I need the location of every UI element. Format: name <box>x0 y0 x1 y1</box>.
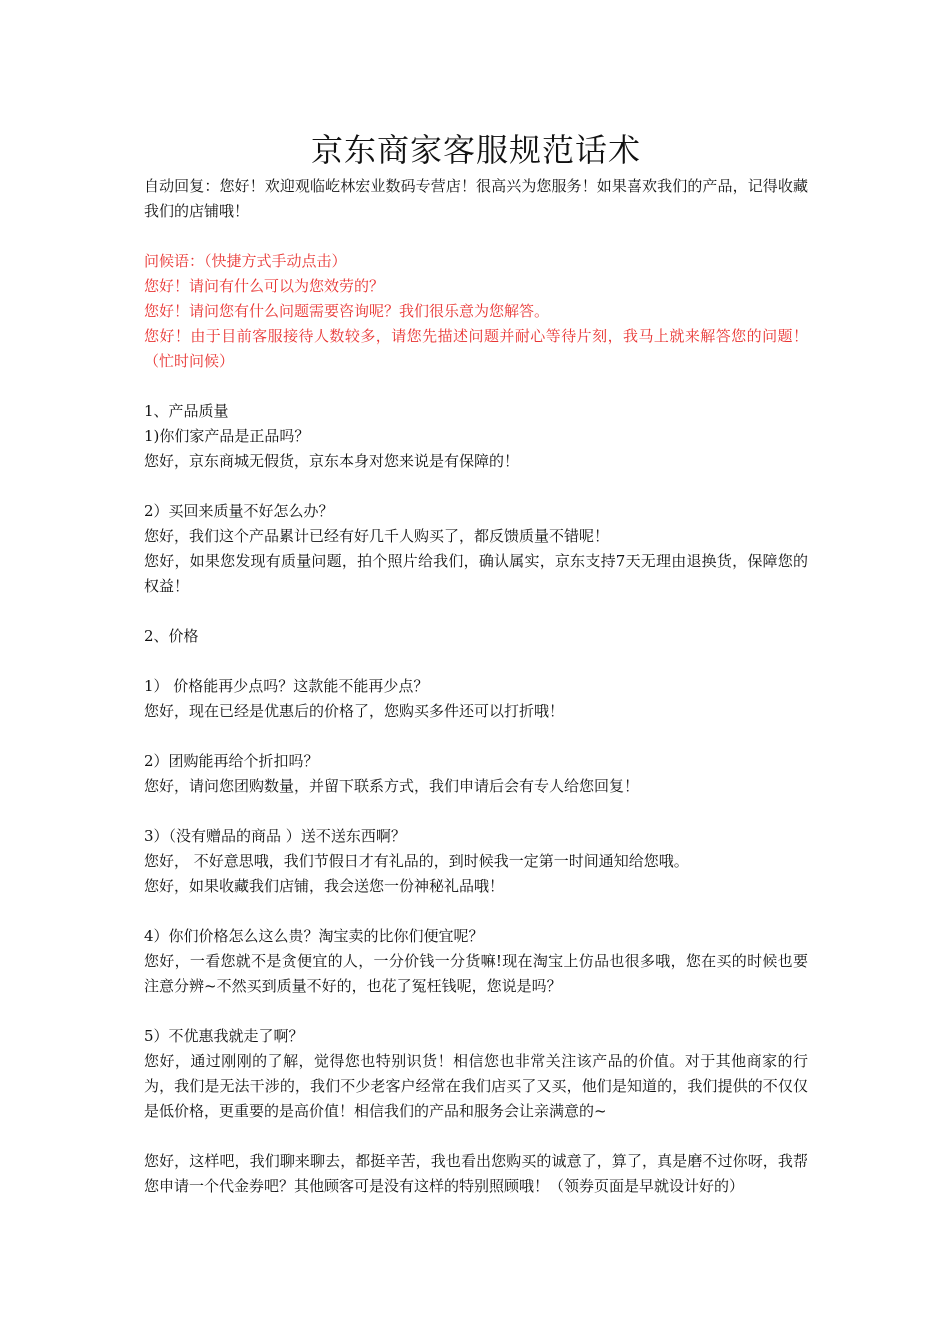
spacer <box>144 724 808 749</box>
question-text: 2）团购能再给个折扣吗？ <box>144 752 319 770</box>
answer-text: 您好，通过刚刚的了解，觉得您也特别识货！相信您也非常关注该产品的价值。对于其他商家的行为，我们是无法干涉的，我们不少老客户经常在我们店买了又买，他们是知道的，我们提供的不仅仅是低价格，更重要的是高价值！相信我们的产品和服务会让亲满意的~ <box>144 1052 808 1120</box>
answer-text: 您好，京东商城无假货，京东本身对您来说是有保障的！ <box>144 452 520 470</box>
spacer <box>144 474 808 499</box>
answer-text: 您好，一看您就不是贪便宜的人，一分价钱一分货嘛!现在淘宝上仿品也很多哦，您在买的时候也要注意分辨~不然买到质量不好的，也花了冤枉钱呢，您说是吗？ <box>144 952 808 995</box>
answer-text: 您好，我们这个产品累计已经有好几千人购买了，都反馈质量不错呢！ <box>144 527 610 545</box>
answer-text: 您好， 不好意思哦，我们节假日才有礼品的，到时候我一定第一时间通知给您哦。 <box>144 852 689 870</box>
answer-text: 您好，这样吧，我们聊来聊去，都挺辛苦，我也看出您购买的诚意了，算了，真是磨不过你呀，我帮您申请一个代金券吧？其他顾客可是没有这样的特别照顾哦！（领券页面是早就设计好的） <box>144 1152 808 1195</box>
spacer <box>144 374 808 399</box>
spacer <box>144 649 808 674</box>
spacer <box>144 899 808 924</box>
document-page <box>144 128 808 1199</box>
spacer <box>144 1124 808 1149</box>
question-text: 1） 价格能再少点吗？这款能不能再少点？ <box>144 677 429 695</box>
answer-text: 您好，现在已经是优惠后的价格了，您购买多件还可以打折哦！ <box>144 702 565 720</box>
answer-text: 您好，请问您团购数量，并留下联系方式，我们申请后会有专人给您回复！ <box>144 777 640 795</box>
question-text: 3）（没有赠品的商品 ）送不送东西啊？ <box>144 827 406 845</box>
question-text: 2）买回来质量不好怎么办？ <box>144 502 334 520</box>
question-text: 5）不优惠我就走了啊？ <box>144 1027 304 1045</box>
question-text: 1)你们家产品是正品吗？ <box>144 427 310 445</box>
answer-text: 您好，如果您发现有质量问题，拍个照片给我们，确认属实，京东支持7天无理由退换货，保障您的权益！ <box>144 552 808 595</box>
section-heading-price: 2、价格 <box>144 627 199 645</box>
question-text: 4）你们价格怎么这么贵？淘宝卖的比你们便宜呢？ <box>144 927 484 945</box>
answer-text: 您好，如果收藏我们店铺，我会送您一份神秘礼品哦！ <box>144 877 505 895</box>
auto-reply-text: 自动回复：您好！欢迎观临屹林宏业数码专营店！很高兴为您服务！如果喜欢我们的产品，记得收藏我们的店铺哦！ <box>144 177 808 220</box>
spacer <box>144 999 808 1024</box>
greeting-line: 您好！由于目前客服接待人数较多，请您先描述问题并耐心等待片刻，我马上就来解答您的问题！（忙时问候） <box>144 327 808 370</box>
greeting-line: 您好！请问有什么可以为您效劳的？ <box>144 277 385 295</box>
greeting-line: 您好！请问您有什么问题需要咨询呢？我们很乐意为您解答。 <box>144 302 550 320</box>
spacer <box>144 799 808 824</box>
spacer <box>144 224 808 249</box>
section-heading-quality: 1、产品质量 <box>144 402 229 420</box>
spacer <box>144 599 808 624</box>
greeting-heading: 问候语：（快捷方式手动点击） <box>144 252 347 270</box>
document-title: 京东商家客服规范话术 <box>310 131 641 169</box>
